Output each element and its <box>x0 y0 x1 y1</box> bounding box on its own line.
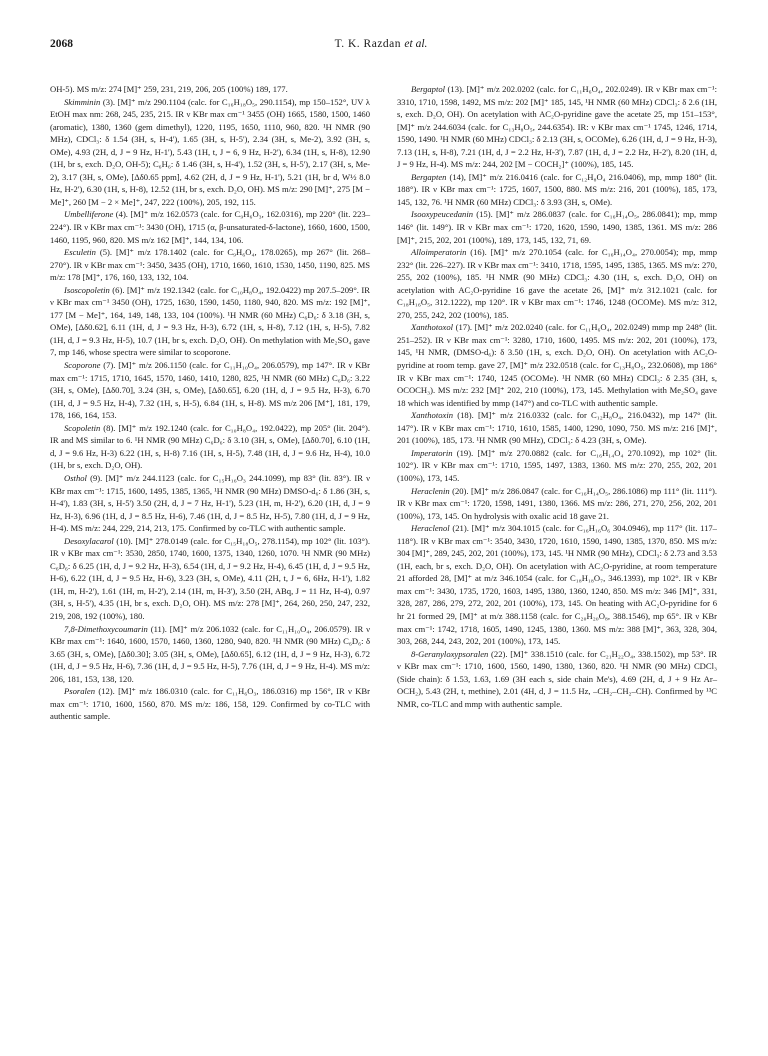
compound-paragraph <box>397 447 717 485</box>
compound-number: (15). <box>476 209 493 220</box>
compound-data-text: [M]⁺ m/z 216.0332 (calc. for C₁₂H₈O₄, 216.0432), mp 147° (lit. 147°). IR ν KBr max cm⁻¹: 1710, 1610, 1585, 1400, 1290, 1090, 750. MS m/z: 216 [M]⁺, 201 (100%), 185, 173. ¹H NMR (90 MHz), CDCl₃: δ 4.23 (3H, s, OMe). <box>397 410 717 446</box>
compound-name: Imperatorin <box>411 447 453 458</box>
running-head-authors: T. K. Razdan <box>334 38 402 50</box>
compound-number: (20). <box>452 485 469 496</box>
compound-data-text: [M]⁺ m/z 202.0240 (calc. for C₁₁H₆O₄, 202.0249) mmp mp 248° (lit. 251–252). IR ν KBr max cm⁻¹: 3280, 1710, 1600, 1495. MS m/z: 202, 201 (100%), 173, 145, ¹H NMR, (DMSO-d₆): δ 3.50 (1H, s, exch. D₂O, OH). On acetylation with AC₂O-pyridine at room temp. gave 27, [M]⁺ m/z 232.0518 (calc. for C₁₃H₈O₅, 232.0608), mp 186° IR ν KBr max cm⁻¹: 1740, 1245 (OCOMe). ¹H NMR (60 MHz) CDCl₃: δ 2.35 (3H, s, OCOCH₃). MS m/z: 232 [M]⁺ 202, 210 (100%), 173, 145. Methylation with Me₂SO₄ gave 18 which was identified by mmp (147°) and co-TLC with authentic sample. <box>397 322 717 408</box>
compound-paragraph <box>397 246 717 321</box>
compound-name: Psoralen <box>64 686 96 697</box>
compound-paragraph <box>397 485 717 523</box>
right-column <box>397 83 717 710</box>
compound-paragraph <box>50 208 370 246</box>
compound-data-text: [M]⁺ m/z 192.1240 (calc. for C₁₀H₈O₄, 192.0422), mp 205° (lit. 204°). IR and MS similar to 6. ¹H NMR (90 MHz) C₆D₆: δ 3.10 (3H, s, OMe), [Δδ0.70], 6.10 (1H, d, J = 9.6 Hz, H-3) 6.22 (1H, s, H-8) 7.16 (1H, s, H-5), 7.48 (1H, d, J = 9.6 Hz, H-4), 10.0 (1H, br s, exch. D₂O, OH). <box>50 422 370 471</box>
compound-paragraph <box>50 96 370 209</box>
compound-paragraph <box>50 359 370 422</box>
compound-paragraph <box>50 422 370 472</box>
compound-name: Scoporone <box>64 360 101 371</box>
compound-paragraph <box>50 284 370 359</box>
compound-data-text: [M]⁺ m/z 162.0573 (calc. for C₉H₆O₃, 162.0316), mp 220° (lit. 223–224°). IR ν KBr max cm⁻¹: 3430 (OH), 1715 (α, β-unsaturated-δ-lactone), 1660, 1600, 1500, 1460, 1195, 960, 820. MS m/z 162 [M]⁺, 144, 134, 106. <box>50 209 370 245</box>
compound-name: Esculetin <box>64 247 96 258</box>
compound-number: (8). <box>103 422 116 433</box>
compound-paragraph <box>50 472 370 535</box>
compound-paragraph <box>397 648 717 711</box>
compound-number: (7). <box>103 360 116 371</box>
compound-number: (3). <box>102 96 116 107</box>
compound-name: Xanthotoxol <box>411 322 454 333</box>
compound-number: (6). <box>112 284 125 295</box>
compound-number: (5). <box>99 247 113 258</box>
page-number: 2068 <box>50 38 73 50</box>
compound-data-text: [M]⁺ m/z 192.1342 (calc. for C₁₀H₈O₄, 192.0422) mp 207.5–209°. IR ν KBr max cm⁻¹ 3450 (OH), 1725, 1630, 1590, 1450, 1180, 940, 820. MS m/z: 192 [M]⁺, 177 [M − Me]⁺, 164, 149, 148, 133, 104 (100%). ¹H NMR (60 MHz) C₆D₆: δ 3.18 (3H, s, OMe), [Δδ0.62], 6.11 (1H, d, J = 9.3 Hz, H-3), 6.72 (1H, s, H-8), 7.12 (1H, s, H-5), 7.82 (1H, d, J = 9.3 Hz, H-5), 10.7 (1H, br s, exch. D₂O, OH). On methylation with Me₂SO₄ gave 7, mp 146, whose spectra were similar to scoporone. <box>50 284 370 358</box>
compound-data-text: [M]⁺ m/z 206.1150 (calc. for C₁₁H₁₀O₄, 206.0579), mp 147°. IR ν KBr max cm⁻¹: 1715, 1710, 1645, 1570, 1460, 1410, 1280, 825, ¹H NMR (60 MHz) C₆D₆: 3.22 (3H, s, OMe), [Δδ0.70], 3.24 (3H, s, OMe), [Δδ0.65], 6.20 (1H, d, J = 9.5 Hz, H-3), 6.70 (1H, d, J = 9.5 Hz, H-4), 7.32 (1H, s, H-5), 6.84 (1H, s, H-8). MS m/z 206 [M⁺], 181, 179, 178, 166, 164, 153. <box>50 360 371 421</box>
compound-number: (13). <box>447 84 464 94</box>
compound-name: Heraclenol <box>411 523 450 534</box>
compound-name: Alloimperatorin <box>411 247 467 258</box>
compound-number: (21). <box>452 523 469 534</box>
page-header <box>50 38 712 60</box>
compound-paragraph <box>397 83 717 171</box>
compound-data-text: [M]⁺ m/z 286.0847 (calc. for C₁₆H₁₄O₅, 286.1086) mp 111° (lit. 111°). IR ν KBr max cm⁻¹: 1720, 1598, 1491, 1380, 1366. MS m/z: 286, 271, 270, 256, 202, 201 (100%), 173, 145. On hydrolysis with oxalic acid 18 gave 21. <box>397 485 717 521</box>
compound-paragraph <box>50 535 370 623</box>
running-head <box>50 38 712 50</box>
compound-number: (4). <box>115 209 128 220</box>
compound-data-text: [M]⁺ m/z 186.0310 (calc. for C₁₁H₆O₃, 186.0316) mp 156°, IR ν KBr max cm⁻¹: 1710, 1600, 1560, 870. MS m/z: 186, 158, 129. Confirmed by co-TLC with authentic sample. <box>50 686 370 722</box>
compound-name: Bergapten <box>411 171 447 182</box>
compound-paragraph <box>397 321 717 409</box>
compound-data-text: [M]⁺ m/z 290.1104 (calc. for C₁₆H₁₈O₅, 290.1154), mp 150–152°, UV λ EtOH max nm: 268, 245, 235, 215. IR ν KBr max cm⁻¹ 3455 (OH) 1665, 1580, 1500, 1460 (aromatic), 1380, 1360 (gem dimethyl), 1220, 1195, 1650, 1110, 960, 820. ¹H NMR (90 MHz), CDCl₃: δ 1.54 (3H, s, H-4'), 1.65 (3H, s, H-5'), 2.34 (3H, s, Me-2), 3.92 (3H, s, OMe), 4.93 (2H, d, J = 9 Hz, H-1'), 5.43 (1H, t, J = 6, 9 Hz, H-2'), 6.34 (1H, s, H-8), 12.90 (1H, br s, exch. D₂O, OH-5); C₆H₆: δ 1.46 (3H, s, H-4'), 1.52 (3H, s, H-5'), 2.17 (3H, s, Me-2), 3.17 (3H, s, OMe), [Δδ0.65 ppm], 4.62 (2H, d, J = 9 Hz, H-1'), 5.21 (1H, br d, W½ 8.0 Hz, H-2'), 6.30 (1H, s, H-8), 12.52 (1H, br s, exch. D₂O, OH). MS m/z: 290 [M]⁺, 275 [M − Me]⁺, 260 [M − 2 × Me]⁺, 247, 222 (100%), 205, 192, 115. <box>50 96 370 207</box>
compound-data-text: [M]⁺ m/z 244.1123 (calc. for C₁₅H₁₆O₃ 244.1099), mp 83° (lit. 83°). IR ν KBr max cm⁻¹: 1715, 1600, 1495, 1385, 1365, ¹H NMR (90 MHz) DMSO-d₆: δ 1.86 (3H, s, H-4'), 1.83 (3H, s, H-5') 3.50 (2H, d, J = 7 Hz, H-1'), 5.23 (1H, m, H-2'), 6.20 (1H, d, J = 9 Hz, H-3), 6.96 (1H, d, J = 8.5 Hz, H-6), 7.46 (1H, d, J = 8.5 Hz, H-5), 7.80 (1H, d, J = 9 Hz, H-4). MS m/z: 244, 229, 214, 213, 175. Confirmed by co-TLC with authentic sample. <box>50 472 371 534</box>
compound-name: Xanthotoxin <box>411 410 454 421</box>
compound-data-text: [M]⁺ m/z 270.0882 (calc. for C₁₆H₁₄O₄ 270.1092), mp 102° (lit. 102°). IR ν KBr max cm⁻¹: 1710, 1595, 1497, 1383, 1360. MS m/z: 270, 255, 202, 201 (100%), 173, 145. <box>397 447 718 483</box>
compound-name: Bergaptol <box>411 84 446 94</box>
compound-paragraph <box>50 623 370 686</box>
running-head-etal: et al. <box>404 38 428 50</box>
compound-name: Scopoletin <box>64 422 101 433</box>
compound-data-text: [M]⁺ m/z 216.0416 (calc. for C₁₂H₈O₄ 216.0406), mp, mmp 180° (lit. 188°). IR ν KBr max cm⁻¹: 1725, 1607, 1500, 880. MS m/z: 216, 201 (100%), 185, 173, 145, 132, 76. ¹H NMR (60 MHz) CDCl₃: δ 3.93 (3H, s, OMe). <box>397 171 717 207</box>
compound-data-text: [M]⁺ 278.0149 (calc. for C₁₅H₁₈O₅, 278.1154), mp 102° (lit. 103°). IR ν KBr max cm⁻¹: 3530, 2850, 1740, 1600, 1375, 1340, 1260, 1070. ¹H NMR (90 MHz) C₆D₆: δ 6.25 (1H, d, J = 9.2 Hz, H-3), 6.54 (1H, d, J = 9.2 Hz, H-4), 6.45 (1H, d, J = 9.5 Hz, H-6), 6.22 (1H, d, J = 9.5 Hz, H-6), 3.23 (3H, s, OMe), 4.11 (2H, t, J = 6, 6Hz, H-1'), 1.82 (1H, m, H-2'), 1.61 (1H, m, H-2'), 2.14 (1H, m, H-3'), 3.50 (2H, ABq, J = 11 Hz, H-4), 0.97 (3H, s, H-5'), 4.35 (1H, br s, exch. D₂O, OH). MS m/z: 278 [M]⁺, 264, 260, 250, 247, 232, 219, 208, 192 (100%), 180. <box>50 535 370 621</box>
compound-number: (19). <box>456 447 474 458</box>
left-column <box>50 83 370 723</box>
compound-data-text: [M]⁺ m/z 206.1032 (calc. for C₁₁H₁₀O₄, 206.0579). IR ν KBr max cm⁻¹: 1640, 1600, 1570, 1460, 1360, 1280, 940, 820. ¹H NMR (90 MHz) C₆D₆: δ 3.65 (3H, s, OMe), [Δδ0.30]; 3.05 (3H, s, OMe), [Δδ0.65], 6.12 (1H, d, J = 9 Hz, H-3), 6.72 (1H, d, J = 9.5 Hz, H-6), 7.36 (1H, d, J = 9.5 Hz, H-5), 7.76 (1H, d, J = 9 Hz, H-4). MS m/z: 206, 181, 153, 138, 120. <box>50 623 370 684</box>
compound-number: (10). <box>116 535 133 546</box>
compound-paragraph <box>50 246 370 284</box>
compound-data-text: [M]⁺ m/z 270.1054 (calc. for C₁₆H₁₄O₄, 270.0054); mp, mmp 232° (lit. 226–227). IR ν KBr max cm⁻¹: 3410, 1718, 1595, 1495, 1385, 1365. MS m/z: 270, 255, 202 (100%), 185. ¹H NMR (90 MHz) CDCl₃: 4.30 (1H, s, exch. D₂O, OH) on acetylation with AC₂O-pyridine 16 gave the acetate 26, [M]⁺ m/z 312.1021 (calc. for C₁₈H₁₆O₅, 312.1222), mp 120°. IR ν KBr max cm⁻¹: 1746, 1248 (OCOMe). MS m/z: 312, 270, 255, 242, 202 (100%), 185. <box>397 247 717 320</box>
compound-number: (18). <box>457 410 474 421</box>
compound-data-text: [M]⁺ 338.1510 (calc. for C₂₁H₂₂O₄, 338.1502), mp 53°. IR ν KBr max cm⁻¹: 1710, 1600, 1560, 1490, 1380, 1360, 820. ¹H NMR (90 MHz) CDCl₃ (Side chain): δ 1.53, 1.63, 1.69 (3H each s, side chain Me's), 4.69 (2H, d, J + 9 Hz Ar–OCH₂), 5.43 (2H, t, methine), 2.01 (4H, d, J = 11.5 Hz, –CH₂–CH₂–CH). Confirmed by ¹³C NMR, co-TLC and mmp with authentic sample. <box>397 648 717 709</box>
compound-data-text: [M]⁺ m/z 178.1402 (calc. for C₉H₆O₄, 178.0265), mp 267° (lit. 268–270°). IR ν KBr max cm⁻¹: 3450, 3435 (OH), 1710, 1660, 1610, 1530, 1450, 1190, 825. MS m/z: 178 [M]⁺, 176, 160, 133, 132, 104. <box>50 247 371 283</box>
compound-paragraph <box>397 171 717 209</box>
compound-number: (17). <box>455 322 473 333</box>
compound-paragraph <box>397 409 717 447</box>
compound-number: (22). <box>491 648 508 659</box>
compound-data-text: [M]⁺ m/z 286.0837 (calc. for C₁₆H₁₄O₅, 286.0841); mp, mmp 146° (lit. 149°). IR ν KBr max cm⁻¹: 1720, 1620, 1590, 1490, 1385, 1361. MS m/z: 286 [M]⁺, 215, 202, 201 (100%), 189, 173, 145, 132, 71, 69. <box>397 209 718 245</box>
compound-name: 7,8-Dimethoxycoumarin <box>64 623 148 634</box>
compound-name: Desoxylacarol <box>64 535 114 546</box>
compound-name: Isooxypeucedanin <box>411 209 474 220</box>
compound-number: (11). <box>150 623 167 634</box>
compound-number: (14), <box>449 171 466 182</box>
compound-data-text: [M]⁺ m/z 202.0202 (calc. for C₁₁H₆O₄, 202.0249). IR ν KBr max cm⁻¹: 3310, 1710, 1598, 1492, MS m/z: 202 [M]⁺ 185, 145, ¹H NMR (60 MHz) CDCl₃: δ 2.6 (1H, s, exch. D₂O, OH). On acetylation with AC₂O-pyridine gave the acetate 25, mp 151–153°, [M]⁺ m/z 244.6034 (calc. for C₁₃H₈O₅, 244.6354). IR: ν KBr max cm⁻¹ 1745, 1246, 1714, 1590, 1490. ¹H NMR (60 MHz) CDCl₃: δ 2.13 (3H, s, OCOMe), 6.26 (1H, d, J = 9 Hz, H-3), 7.13 (1H, s, H-8), 7.21 (1H, d, J = 2.2 Hz, H-3'), 7.87 (1H, d, J = 2.2 Hz, H-2'), 8.20 (1H, d, J = 9 Hz, H-4). MS m/z: 244, 202 [M − COCH₂]⁺ (100%), 185, 145. <box>397 84 718 170</box>
compound-paragraph <box>50 685 370 723</box>
compound-name: 8-Geranyloxypsoralen <box>411 648 489 659</box>
compound-name: Skimminin <box>64 96 101 107</box>
compound-paragraph <box>397 522 717 647</box>
compound-data-text: [M]⁺ m/z 304.1015 (calc. for C₁₆H₁₆O₆ 304.0946), mp 117° (lit. 117–118°). IR ν KBr max cm⁻¹: 3540, 3430, 1720, 1610, 1590, 1490, 1385, 1370, 850. MS m/z: 304 [M]⁺, 289, 245, 202, 201 (100%), 173, 145. ¹H NMR (90 MHz), CDCl₃: δ 2.73 and 3.53 (1H, each, br s, exch. D₂O, OH). On acetylation with AC₂O-pyridine, at room temperature 21 afforded 28, [M]⁺ at m/z 346.1054 (calc. for C₁₈H₁₈O₇, 346.1393), mp 102°. IR ν KBr max cm⁻¹: 3430, 1735, 1720, 1603, 1495, 1380, 1360, 1240, 850. MS m/z: 346 [M]⁺, 331, 328, 287, 286, 279, 272, 202, 201 (100%), 173, 145. On heating with AC₂O-pyridine for 6 hr 21 formed 29, [M]⁺ at m/z 388.1158 (calc. for C₂₀H₂₀O₈, 388.1546), mp 65°. IR ν KBr max cm⁻¹: 1742, 1718, 1605, 1490, 1245, 1380, 1360. MS m/z: 388 [M]⁺, 363, 328, 304, 303, 268, 244, 243, 202, 201 (100%), 173, 145. <box>397 523 717 647</box>
compound-name: Osthol <box>64 472 87 483</box>
compound-paragraph <box>50 83 370 96</box>
compound-name: Isoscopoletin <box>64 284 110 295</box>
compound-number: (9). <box>90 472 103 483</box>
compound-data-text: OH-5). MS m/z: 274 [M]⁺ 259, 231, 219, 206, 205 (100%) 189, 177. <box>50 84 288 94</box>
compound-name: Heraclenin <box>411 485 450 496</box>
compound-number: (12). <box>98 686 115 697</box>
compound-name: Umbelliferone <box>64 209 114 220</box>
compound-number: (16). <box>470 247 487 258</box>
compound-paragraph <box>397 208 717 246</box>
